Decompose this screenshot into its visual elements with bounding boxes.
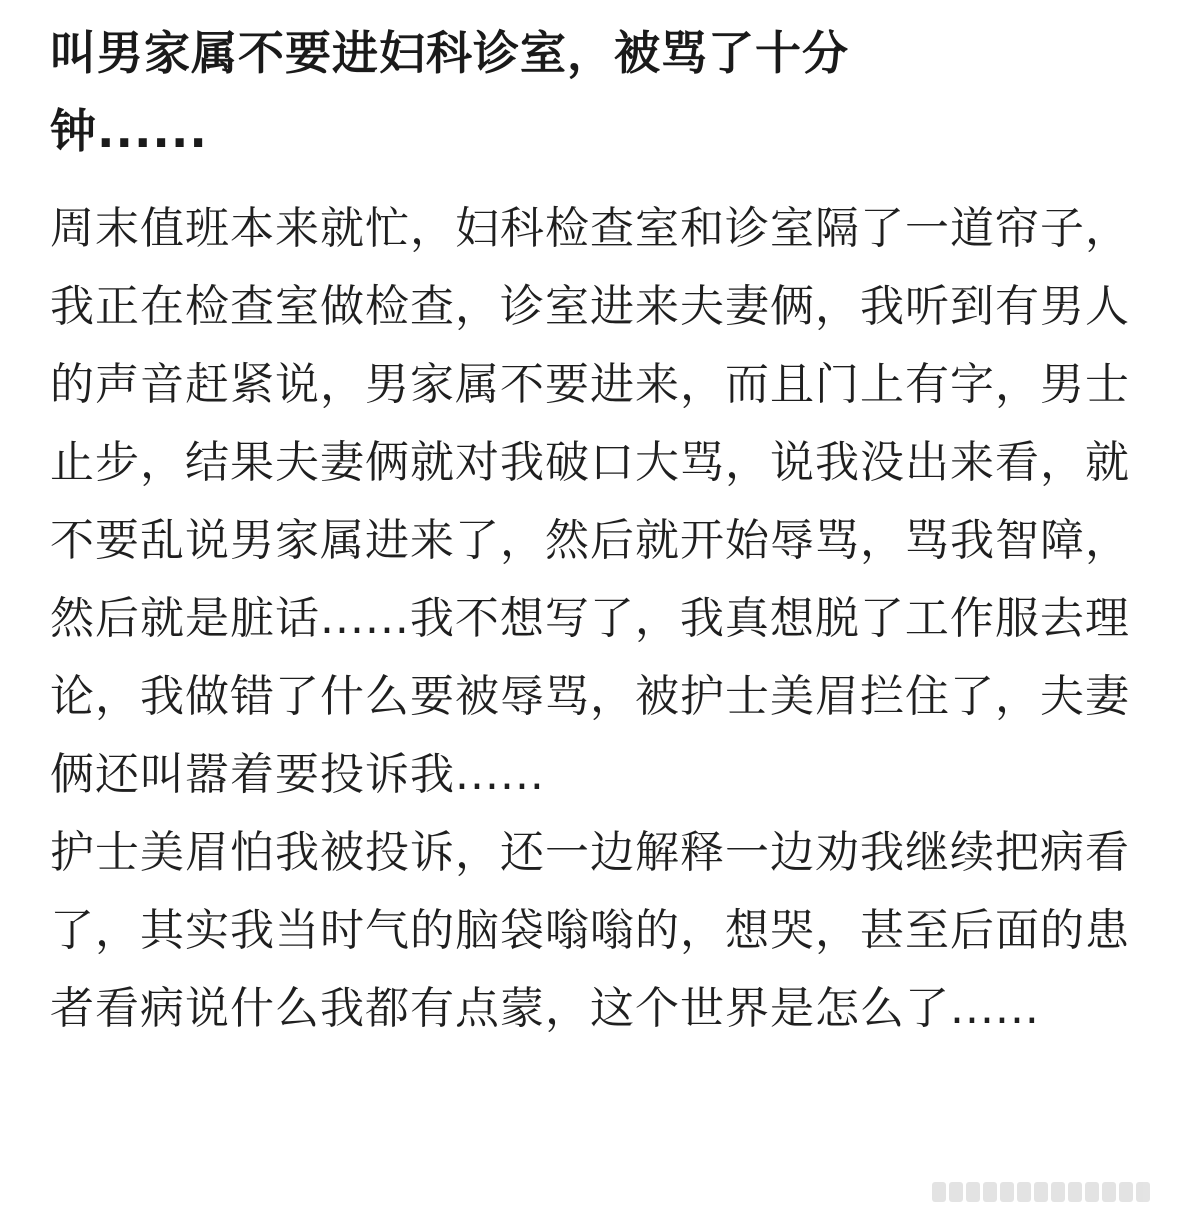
post-paragraph: 周末值班本来就忙，妇科检查室和诊室隔了一道帘子，我正在检查室做检查，诊室进来夫妻俩，我听到有男人的声音赶紧说，男家属不要进来，而且门上有字，男士止步，结果夫妻俩就对我破口大骂，说我没出来看，就不要乱说男家属进来了，然后就开始辱骂，骂我智障，然后就是脏话......我不想写了，我真想脱了工作服去理论，我做错了什么要被辱骂，被护士美眉拦住了，夫妻俩还叫嚣着要投诉我...... — [50, 203, 1130, 800]
post-paragraph: 护士美眉怕我被投诉，还一边解释一边劝我继续把病看了，其实我当时气的脑袋嗡嗡的，想哭，甚至后面的患者看病说什么我都有点蒙，这个世界是怎么了...... — [50, 827, 1130, 1034]
watermark-image — [932, 1180, 1167, 1204]
post-body — [50, 190, 1130, 1048]
post-title: 叫男家属不要进妇科诊室，被骂了十分 钟...... — [50, 26, 849, 158]
post-container — [50, 14, 1130, 1048]
